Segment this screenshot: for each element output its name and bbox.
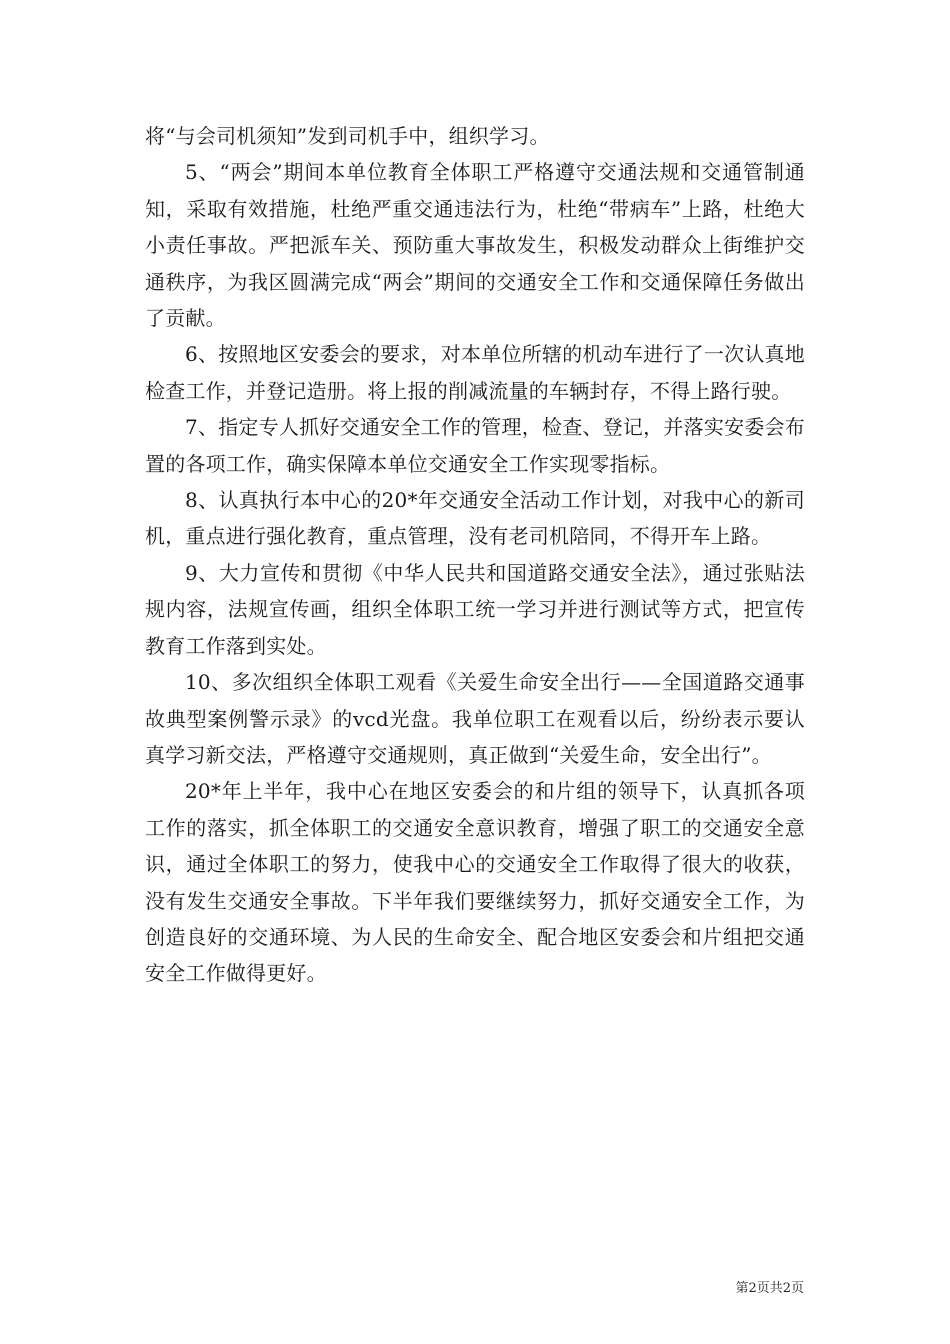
paragraph-2: 5、“两会”期间本单位教育全体职工严格遵守交通法规和交通管制通知，采取有效措施，杜绝严重交通违法行为，杜绝“带病车”上路，杜绝大小责任事故。严把派车关、预防重大事故发生，积极发动群众上街维护交通秩序，为我区圆满完成“两会”期间的交通安全工作和交通保障任务做出了贡献。 [145,160,805,331]
paragraph-8: 20*年上半年，我中心在地区安委会的和片组的领导下，认真抓各项工作的落实，抓全体职工的交通安全意识教育，增强了职工的交通安全意识，通过全体职工的努力，使我中心的交通安全工作取得了很大的收获，没有发生交通安全事故。下半年我们要继续努力，抓好交通安全工作，为创造良好的交通环境、为人民的生命安全、配合地区安委会和片组把交通安全工作做得更好。 [145,779,805,986]
paragraph-4: 7、指定专人抓好交通安全工作的管理，检查、登记，并落实安委会布置的各项工作，确实保障本单位交通安全工作实现零指标。 [145,415,805,476]
paragraph-5: 8、认真执行本中心的20*年交通安全活动工作计划，对我中心的新司机，重点进行强化教育，重点管理，没有老司机陪同，不得开车上路。 [145,488,805,549]
document-body [145,118,805,992]
paragraph-3: 6、按照地区安委会的要求，对本单位所辖的机动车进行了一次认真地检查工作，并登记造册。将上报的削减流量的车辆封存，不得上路行驶。 [145,342,805,403]
paragraph-6: 9、大力宣传和贯彻《中华人民共和国道路交通安全法》，通过张贴法规内容，法规宣传画，组织全体职工统一学习并进行测试等方式，把宣传教育工作落到实处。 [145,560,805,658]
paragraph-7: 10、多次组织全体职工观看《关爱生命安全出行——全国道路交通事故典型案例警示录》的vcd光盘。我单位职工在观看以后，纷纷表示要认真学习新交法，严格遵守交通规则，真正做到“关爱生命，安全出行”。 [145,670,805,767]
paragraph-1: 将“与会司机须知”发到司机手中，组织学习。 [145,124,550,148]
page-number: 第2页共2页 [735,1281,804,1296]
